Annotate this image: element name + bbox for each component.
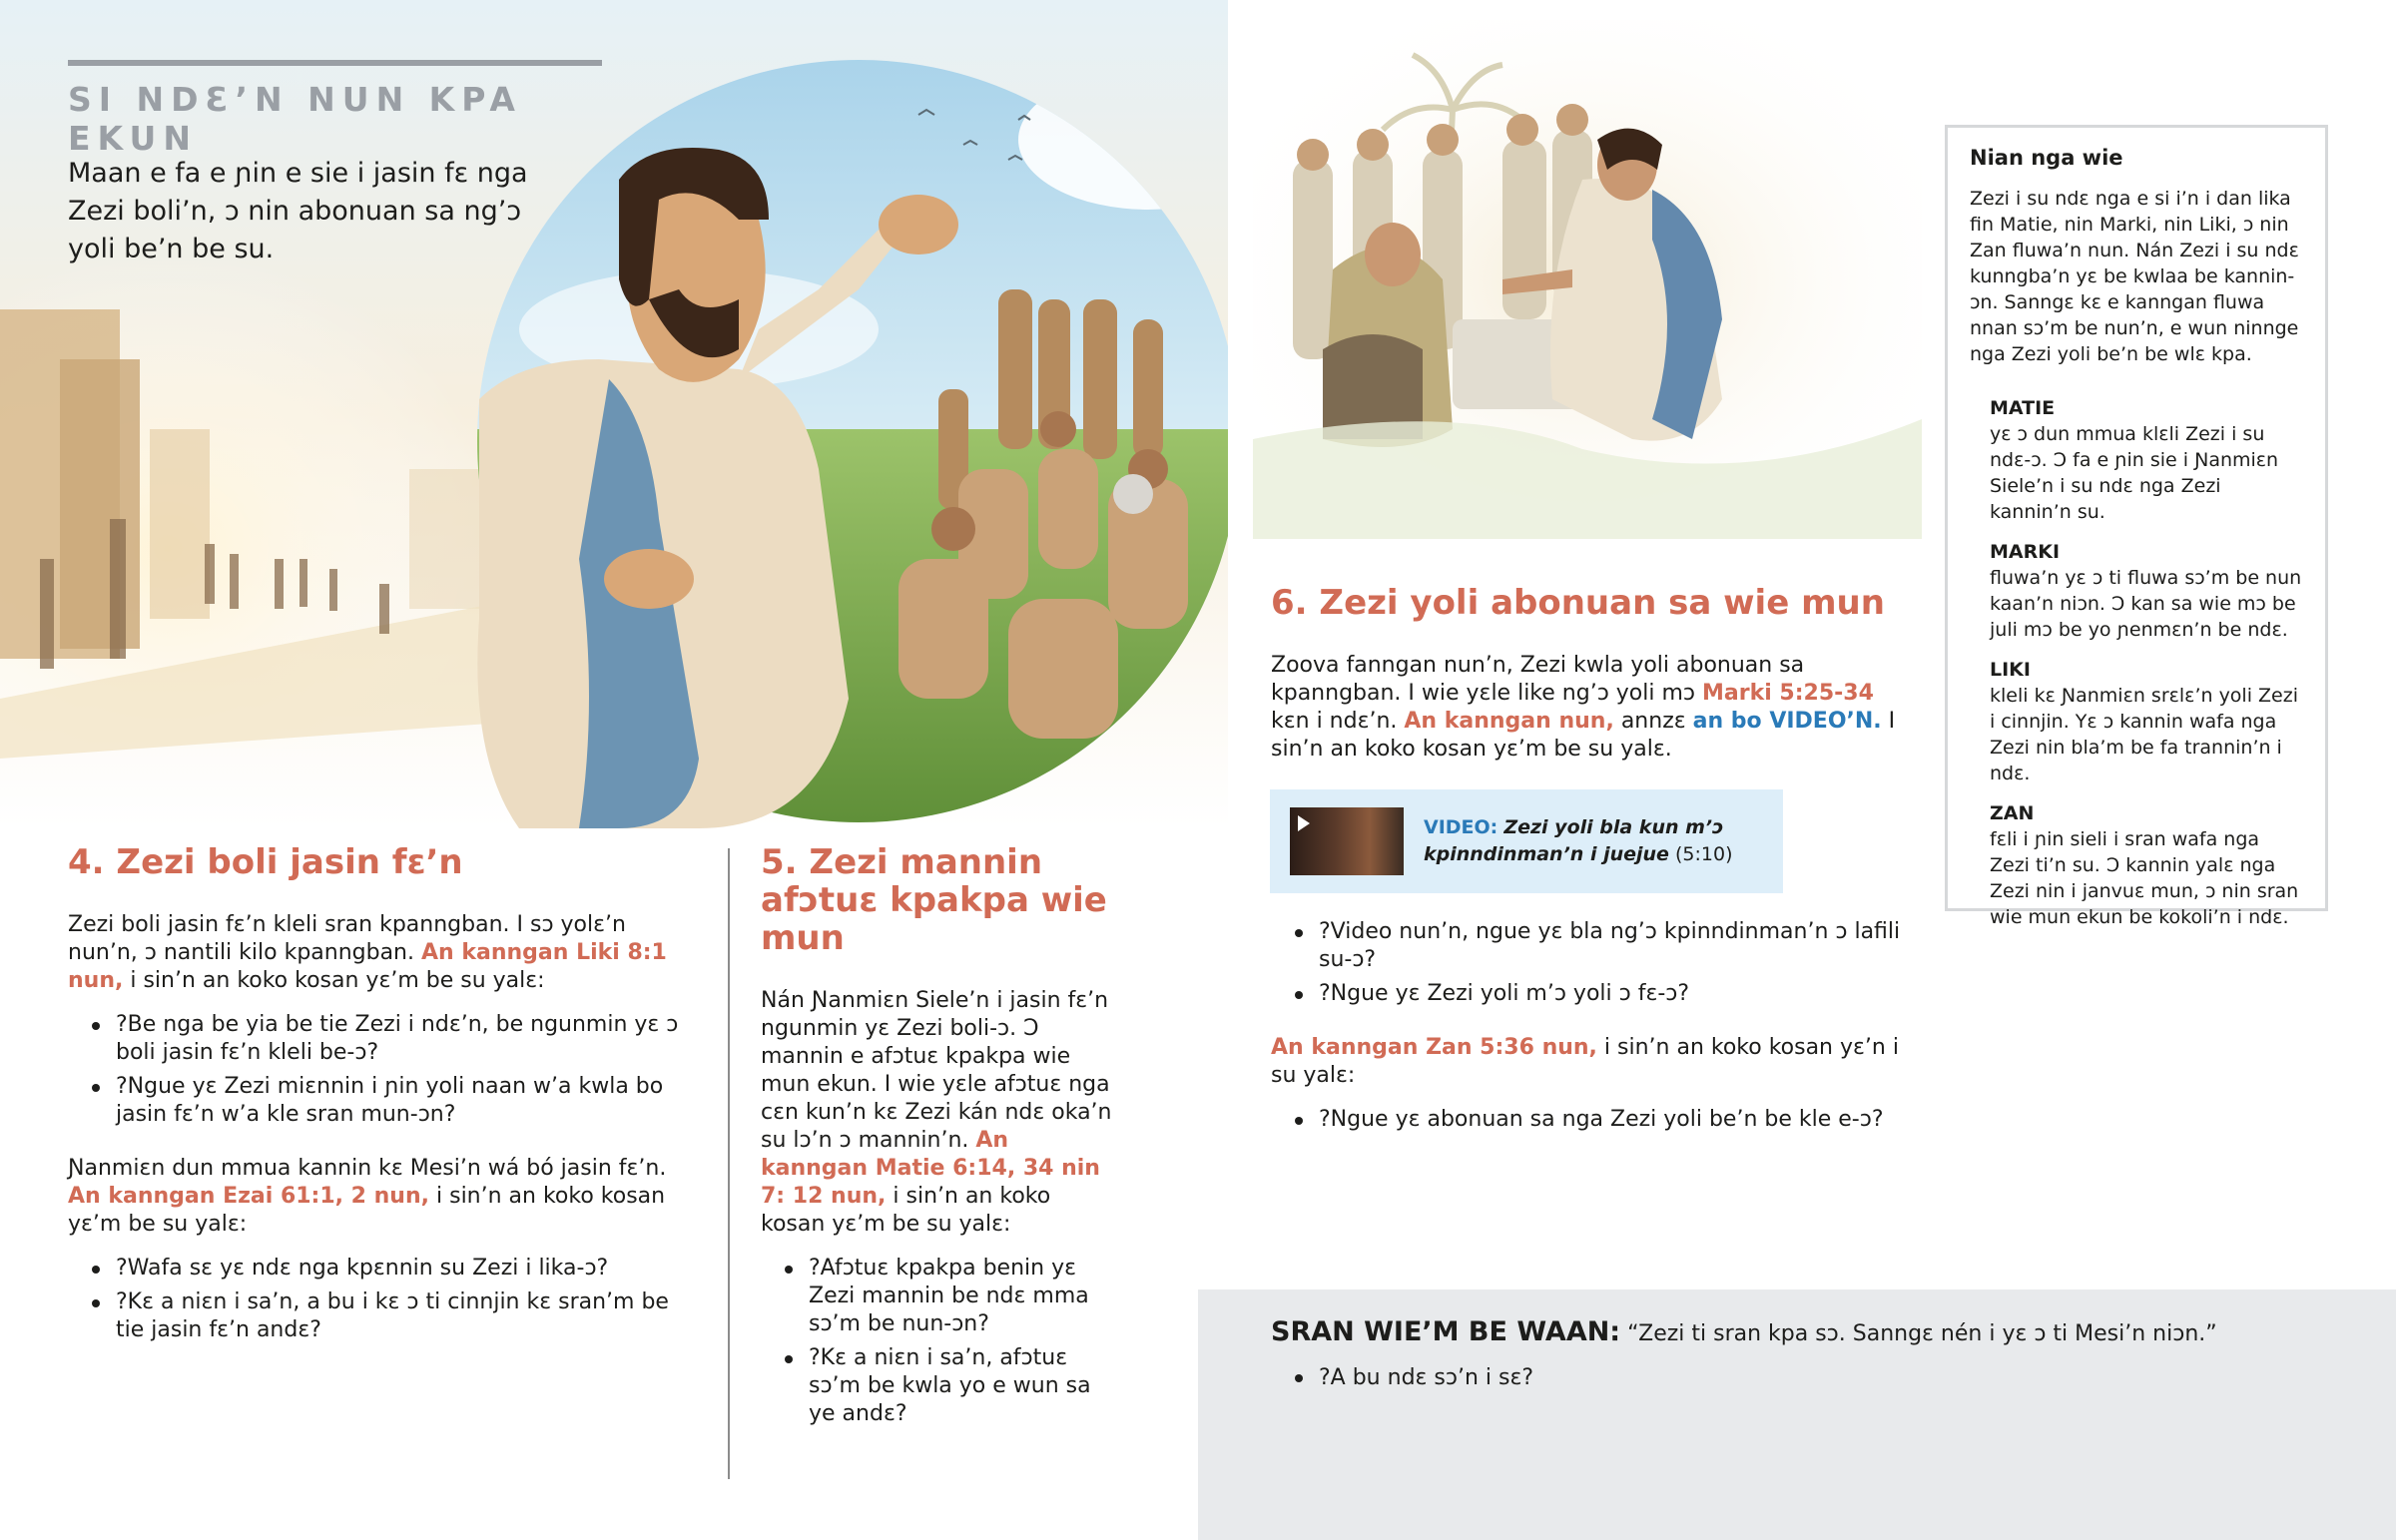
section-6-questions-2 bbox=[1271, 1106, 1910, 1134]
gospel-text: fɛli i ɲin sieli i sran wafa nga Zezi ti’n su. Ɔ kannin yalɛ nga Zezi nin i janvuɛ mun, ɔ nin sran wie mun ekun be kokoli’n i ndɛ. bbox=[1990, 828, 2299, 928]
question-item: ?Ngue yɛ abonuan sa nga Zezi yoli be’n be kle e-ɔ? bbox=[1271, 1106, 1910, 1134]
gospels-sidebar bbox=[1945, 125, 2328, 928]
video-card[interactable] bbox=[1270, 789, 1783, 893]
question-item: ?Kɛ a niɛn i sa’n, afɔtuɛ sɔ’m be kwla yo e wun sa ye andɛ? bbox=[761, 1344, 1120, 1428]
video-label: VIDEO: bbox=[1424, 816, 1498, 838]
question-item: ?Afɔtuɛ kpakpa benin yɛ Zezi mannin be ndɛ mma sɔ’m be nun-ɔn? bbox=[761, 1255, 1120, 1338]
section-6-continued bbox=[1271, 918, 1910, 1160]
section-6-p2-after: i sin’n an koko kosan yɛ’n i su yalɛ: bbox=[1271, 1035, 1899, 1088]
section-4-p2-text: Ɲanmiɛn dun mmua kannin kɛ Mesi’n wá bó jasin fɛ’n. bbox=[68, 1156, 667, 1181]
gospel-mark bbox=[1970, 539, 2303, 643]
section-6 bbox=[1271, 584, 1910, 787]
question-item: ?Be nga be yia be tie Zezi i ndɛ’n, be ngunmin yɛ ɔ boli jasin fɛ’n kleli be-ɔ? bbox=[68, 1011, 687, 1067]
section-6-questions-1 bbox=[1271, 918, 1910, 1008]
video-title[interactable]: Zezi yoli bla kun m’ɔ kpinndinman’n i juejue bbox=[1424, 816, 1724, 865]
section-6-p1-text: Zoova fanngan nun’n, Zezi kwla yoli abonuan sa kpanngban. I wie yɛle like ng’ɔ yoli mɔ bbox=[1271, 653, 1805, 706]
section-5-title: 5. Zezi mannin afɔtuɛ kpakpa wie mun bbox=[761, 842, 1107, 958]
column-divider bbox=[728, 848, 730, 1479]
section-kicker: SI NDƐ’N NUN KPA EKUN bbox=[68, 80, 522, 158]
gospel-name: ZAN bbox=[1990, 802, 2035, 824]
scripture-ref-isaiah[interactable]: An kanngan Ezai 61:1, 2 nun, bbox=[68, 1184, 429, 1209]
section-5-p1-after: i sin’n an koko kosan yɛ’m be su yalɛ: bbox=[761, 1184, 1051, 1237]
header-rule bbox=[68, 60, 602, 66]
banner-label: SRAN WIE’M BE WAAN: bbox=[1271, 1316, 1621, 1347]
video-caption bbox=[1424, 814, 1763, 868]
section-4-p2-after: i sin’n an koko kosan yɛ’m be su yalɛ: bbox=[68, 1184, 666, 1237]
section-4 bbox=[68, 843, 687, 1370]
banner-content bbox=[1271, 1317, 2269, 1419]
sidebar-title: Nian nga wie bbox=[1970, 146, 2123, 170]
video-duration: (5:10) bbox=[1674, 843, 1733, 865]
gospel-luke bbox=[1970, 657, 2303, 786]
question-item: ?Wafa sɛ yɛ ndɛ nga kpɛnnin su Zezi i lika-ɔ? bbox=[68, 1255, 687, 1283]
section-4-p1-text: Zezi boli jasin fɛ’n kleli sran kpanngban. I sɔ yolɛ’n nun’n, ɔ nantili kilo kpanngban. bbox=[68, 912, 626, 965]
scripture-ref-matthew[interactable]: An kanngan Matie 6:14, 34 nin 7: 12 nun, bbox=[761, 1128, 1100, 1209]
section-6-paragraph-2 bbox=[1271, 1034, 1910, 1090]
gospel-name: LIKI bbox=[1990, 659, 2031, 681]
question-item: ?Video nun’n, ngue yɛ bla ng’ɔ kpinndinman’n ɔ lafili su-ɔ? bbox=[1271, 918, 1910, 974]
banner-questions bbox=[1271, 1363, 2269, 1393]
intro-text: Maan e fa e ɲin e sie i jasin fɛ nga Zezi boli’n, ɔ nin abonuan sa ng’ɔ yoli be’n be su. bbox=[68, 158, 528, 264]
section-6-title: 6. Zezi yoli abonuan sa wie mun bbox=[1271, 583, 1885, 623]
scripture-ref-john[interactable]: An kanngan Zan 5:36 nun, bbox=[1271, 1035, 1597, 1060]
gospel-text: kleli kɛ Ɲanmiɛn srɛlɛ’n yoli Zezi i cinnjin. Yɛ ɔ kannin wafa nga Zezi nin bla’m be fa trannin’n i ndɛ. bbox=[1990, 685, 2298, 784]
question-item: ?Kɛ a niɛn i sa’n, a bu i kɛ ɔ ti cinnjin kɛ sran’m be tie jasin fɛ’n andɛ? bbox=[68, 1288, 687, 1344]
section-4-p1-after: i sin’n an koko kosan yɛ’m be su yalɛ: bbox=[130, 968, 545, 993]
gospel-john bbox=[1970, 800, 2303, 930]
question-item: ?A bu ndɛ sɔ’n i sɛ? bbox=[1271, 1363, 2269, 1393]
video-thumbnail[interactable] bbox=[1290, 807, 1404, 875]
gospel-text: fluwa’n yɛ ɔ ti fluwa sɔ’m be nun kaan’n niɔn. Ɔ kan sa wie mɔ be juli mɔ be yo ɲenmɛn’n be ndɛ. bbox=[1990, 567, 2302, 641]
question-item: ?Ngue yɛ Zezi yoli m’ɔ yoli ɔ fɛ-ɔ? bbox=[1271, 980, 1910, 1008]
some-people-say-banner bbox=[1198, 1289, 2396, 1540]
section-4-questions-2 bbox=[68, 1255, 687, 1344]
read-instruction[interactable]: An kanngan nun, bbox=[1404, 709, 1614, 734]
section-5 bbox=[761, 843, 1120, 1454]
section-4-paragraph-2 bbox=[68, 1155, 687, 1239]
play-icon[interactable] bbox=[1298, 815, 1310, 831]
section-5-p1-text: Nán Ɲanmiɛn Siele’n i jasin fɛ’n ngunmin yɛ Zezi boli-ɔ. Ɔ mannin e afɔtuɛ kpakpa wie mun ekun. I wie yɛle afɔtuɛ nga cɛn kun’n kɛ Zezi kán ndɛ oka’n su lɔ’n ɔ mannin’n. bbox=[761, 988, 1112, 1153]
gospel-name: MATIE bbox=[1990, 397, 2056, 419]
section-4-title: 4. Zezi boli jasin fɛ’n bbox=[68, 842, 463, 882]
sidebar-intro: Zezi i su ndɛ nga e si i’n i dan lika fin Matie, nin Marki, nin Liki, ɔ nin Zan fluwa’n nun. Nán Zezi i su ndɛ kunngba’n yɛ be kwlaa be kannin-ɔn. Sanngɛ kɛ e kanngan fluwa nnan sɔ’m be nun’n, e wun ninnge nga Zezi yoli be’n be wlɛ kpa. bbox=[1970, 188, 2299, 365]
scripture-ref-luke[interactable]: An kanngan Liki 8:1 nun, bbox=[68, 940, 667, 993]
video-link[interactable]: an bo VIDEO’N. bbox=[1692, 709, 1882, 734]
gospel-text: yɛ ɔ dun mmua klɛli Zezi i su ndɛ-ɔ. Ɔ fa e ɲin sie i Ɲanmiɛn Siele’n i su ndɛ nga Zezi kannin’n su. bbox=[1990, 423, 2279, 523]
section-5-questions bbox=[761, 1255, 1120, 1428]
section-4-paragraph-1 bbox=[68, 911, 687, 995]
banner-quote: “Zezi ti sran kpa sɔ. Sanngɛ nén i yɛ ɔ ti Mesi’n niɔn.” bbox=[1627, 1321, 2217, 1346]
section-6-paragraph-1 bbox=[1271, 652, 1910, 764]
section-4-questions-1 bbox=[68, 1011, 687, 1129]
gospel-name: MARKI bbox=[1990, 541, 2061, 563]
section-6-p1-mid: kɛn i ndɛ’n. bbox=[1271, 709, 1398, 734]
section-6-p1-after: I sin’n an koko kosan yɛ’m be su yalɛ. bbox=[1271, 709, 1896, 762]
question-item: ?Ngue yɛ Zezi miɛnnin i ɲin yoli naan w’a kwla bo jasin fɛ’n w’a kle sran mun-ɔn? bbox=[68, 1073, 687, 1129]
section-6-p1-mid2: annzɛ bbox=[1620, 709, 1686, 734]
gospel-matthew bbox=[1970, 395, 2303, 525]
scripture-ref-mark[interactable]: Marki 5:25-34 bbox=[1701, 681, 1874, 706]
illustration-healing-woman bbox=[1253, 20, 1922, 539]
section-5-paragraph-1 bbox=[761, 987, 1120, 1239]
